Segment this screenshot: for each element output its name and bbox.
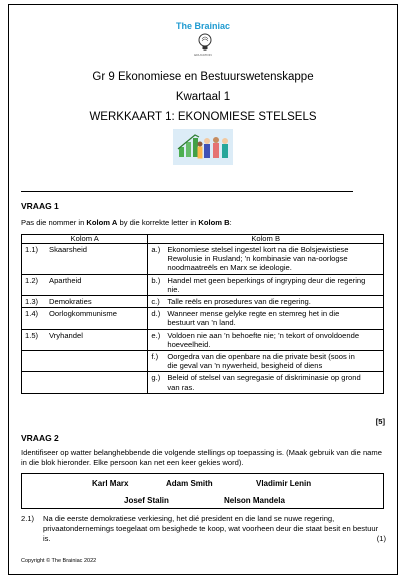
row-number: 1.4)	[25, 309, 39, 319]
brand-name: The Brainiac	[175, 21, 231, 31]
table-row	[22, 329, 384, 350]
name-option: Josef Stalin	[124, 496, 169, 505]
column-b-definition: Oorgedra van die openbare na die private besit (soos in die geval van ’n nywerheid, besigheid of diens	[167, 352, 355, 371]
column-a-term: Oorlogkommunisme	[49, 309, 117, 319]
row-letter: b.)	[151, 275, 161, 285]
row-letter: c.)	[151, 297, 160, 307]
row-number: 1.5)	[25, 330, 39, 340]
column-b-definition: Handel met geen beperkings of ingryping deur die regering nie.	[167, 275, 366, 294]
column-b-definition: Voldoen nie aan ’n behoefte nie; ’n tekort of onvoldoende hoeveelheid.	[167, 330, 360, 349]
name-bank	[21, 473, 384, 509]
name-option: Nelson Mandela	[224, 496, 285, 505]
question1-instruction: Pas die nommer in Kolom A by die korrekte letter in Kolom B:	[21, 218, 232, 227]
question-text: Na die eerste demokratiese verkiesing, het dié president en die land se nuwe regering, privaatondernemings toegelaat om besighede te koop, wat voorheen deur die staat besit en bestuur is.	[43, 514, 379, 543]
column-b-definition: Beleid of stelsel van segregasie of diskriminasie op grond van ras.	[167, 373, 361, 392]
column-b-definition: Wanneer mense gelyke regte en stemreg het in die bestuurt van ’n land.	[167, 309, 340, 328]
question1-marks: [5]	[375, 417, 385, 426]
column-a-term: Apartheid	[49, 275, 82, 285]
term-title: Kwartaal 1	[175, 91, 231, 103]
logo-caption: EDUCATION	[194, 53, 212, 57]
subject-title: Gr 9 Ekonomiese en Bestuurswetenskappe	[92, 71, 314, 83]
worksheet-title: WERKKAART 1: EKONOMIESE STELSELS	[89, 111, 317, 123]
question-2-1	[21, 514, 386, 543]
row-number: 1.3)	[25, 297, 39, 307]
table-row	[22, 308, 384, 329]
worksheet-page	[8, 4, 398, 575]
question1-heading: VRAAG 1	[21, 201, 59, 211]
column-b-definition: Talle reëls en prosedures van die regering.	[167, 297, 311, 307]
row-number: 1.2)	[25, 275, 39, 285]
question-number: 2.1)	[21, 514, 35, 523]
table-row	[22, 296, 384, 308]
column-b-header: Kolom B	[148, 235, 384, 244]
row-letter: a.)	[151, 245, 161, 254]
row-letter: d.)	[151, 309, 161, 319]
name-option: Karl Marx	[92, 479, 129, 488]
name-option: Adam Smith	[166, 479, 213, 488]
question2-instruction: Identifiseer op watter belanghebbende die volgende stellings op toepassing is. (Maak gebruik van die name in die blok hieronder. Elke persoon kan net een keer gekies word).	[21, 448, 382, 467]
copyright: Copyright © The Brainiac 2022	[21, 558, 97, 564]
matching-table	[21, 234, 384, 394]
people-chart-illustration	[173, 129, 233, 165]
table-row	[22, 351, 384, 372]
row-number: 1.1)	[25, 245, 39, 254]
column-b-definition: Ekonomiese stelsel ingestel kort na die Bolsjewistiese Rewolusie in Rusland; ’n kombinasie van na-oorlogse noodmaatreëls en Marx se ideologie.	[167, 245, 349, 273]
lightbulb-logo-icon	[196, 32, 214, 52]
table-row	[22, 244, 384, 275]
table-row	[22, 274, 384, 295]
table-row	[22, 372, 384, 393]
column-a-header: Kolom A	[22, 235, 148, 244]
question-marks: (1)	[376, 533, 386, 543]
row-letter: e.)	[151, 330, 161, 340]
row-letter: f.)	[151, 352, 159, 362]
column-a-term: Skaarsheid	[49, 245, 87, 254]
column-a-term: Vryhandel	[49, 330, 83, 340]
name-option: Vladimir Lenin	[256, 479, 312, 488]
divider	[21, 191, 353, 192]
row-letter: g.)	[151, 373, 161, 383]
column-a-term: Demokraties	[49, 297, 92, 307]
question2-heading: VRAAG 2	[21, 433, 59, 443]
